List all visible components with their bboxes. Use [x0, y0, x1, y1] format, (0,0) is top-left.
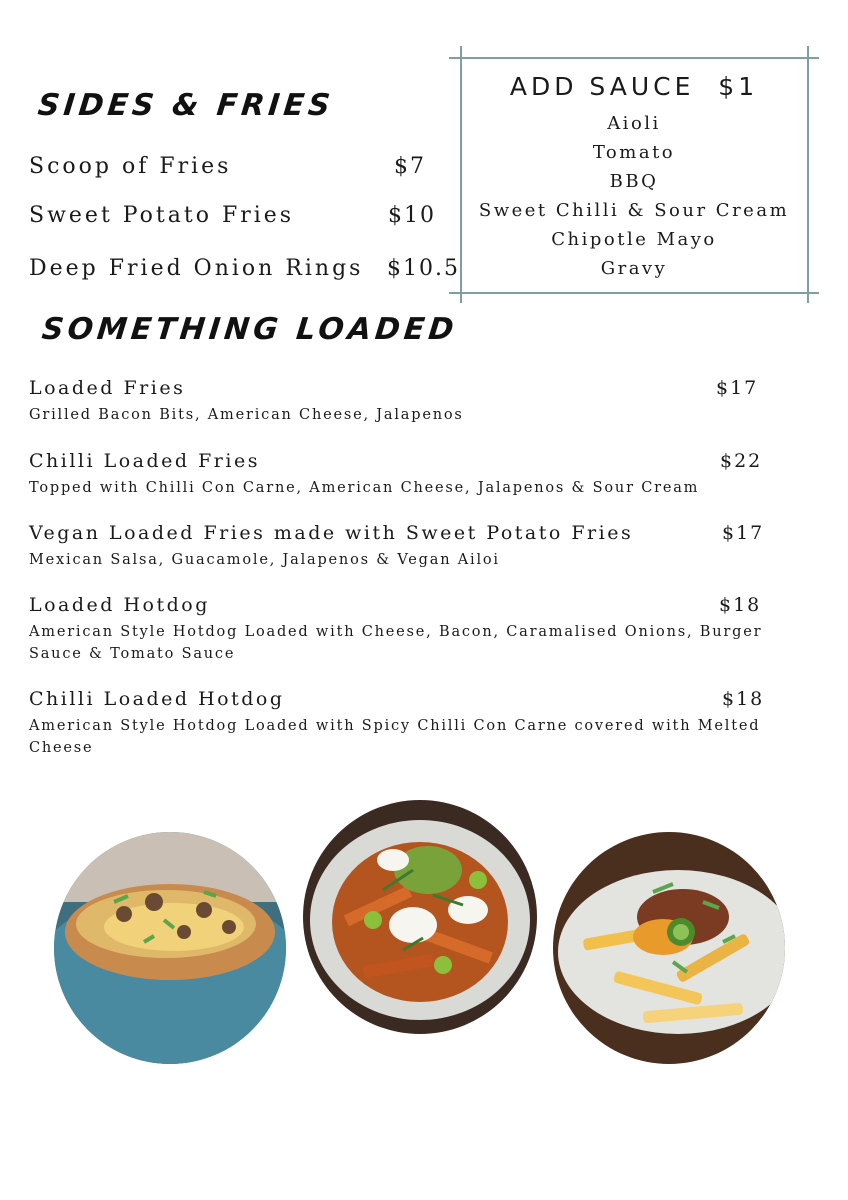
- loaded-item-name: Loaded Fries: [29, 377, 186, 399]
- loaded-item-name: Chilli Loaded Fries: [29, 450, 260, 472]
- loaded-hotdog-photo: [54, 832, 286, 1064]
- side-item-price: $10.5: [387, 256, 460, 281]
- side-item-price: $10: [388, 203, 436, 228]
- sauce-item: Sweet Chilli & Sour Cream: [478, 200, 790, 221]
- side-item-name: Scoop of Fries: [29, 154, 232, 179]
- sauce-title: ADD SAUCE $1: [509, 72, 759, 101]
- sauce-item: Gravy: [600, 258, 668, 279]
- loaded-item-price: $22: [720, 450, 763, 472]
- loaded-item-desc: Grilled Bacon Bits, American Cheese, Jalapenos: [29, 407, 464, 423]
- loaded-item-price: $17: [722, 522, 765, 544]
- chilli-loaded-fries-photo: [553, 832, 785, 1064]
- loaded-item-price: $17: [716, 377, 759, 399]
- sauce-item: Chipotle Mayo: [551, 229, 717, 250]
- side-item-name: Deep Fried Onion Rings: [29, 256, 364, 281]
- loaded-item-name: Chilli Loaded Hotdog: [29, 688, 285, 710]
- side-item-name: Sweet Potato Fries: [29, 203, 295, 228]
- sauce-item: Tomato: [592, 142, 676, 163]
- loaded-item-desc: American Style Hotdog Loaded with Cheese, Bacon, Caramalised Onions, Burger Sauce & Tomato Sauce: [29, 624, 763, 662]
- loaded-item-desc: American Style Hotdog Loaded with Spicy Chilli Con Carne covered with Melted Cheese: [29, 718, 761, 756]
- sauce-box: [462, 72, 806, 283]
- side-item-price: $7: [394, 154, 426, 179]
- loaded-item-price: $18: [719, 594, 762, 616]
- loaded-item-name: Vegan Loaded Fries made with Sweet Potato Fries: [29, 522, 634, 544]
- loaded-heading: SOMETHING LOADED: [40, 312, 460, 347]
- loaded-item-desc: Mexican Salsa, Guacamole, Jalapenos & Vegan Ailoi: [29, 552, 500, 568]
- sauce-item: Aioli: [607, 113, 661, 134]
- vegan-loaded-fries-photo: [303, 800, 537, 1034]
- loaded-item-desc: Topped with Chilli Con Carne, American Cheese, Jalapenos & Sour Cream: [29, 480, 700, 496]
- loaded-item-name: Loaded Hotdog: [29, 594, 210, 616]
- loaded-item-price: $18: [722, 688, 765, 710]
- sauce-item: BBQ: [609, 171, 659, 192]
- sides-heading: SIDES & FRIES: [36, 88, 336, 123]
